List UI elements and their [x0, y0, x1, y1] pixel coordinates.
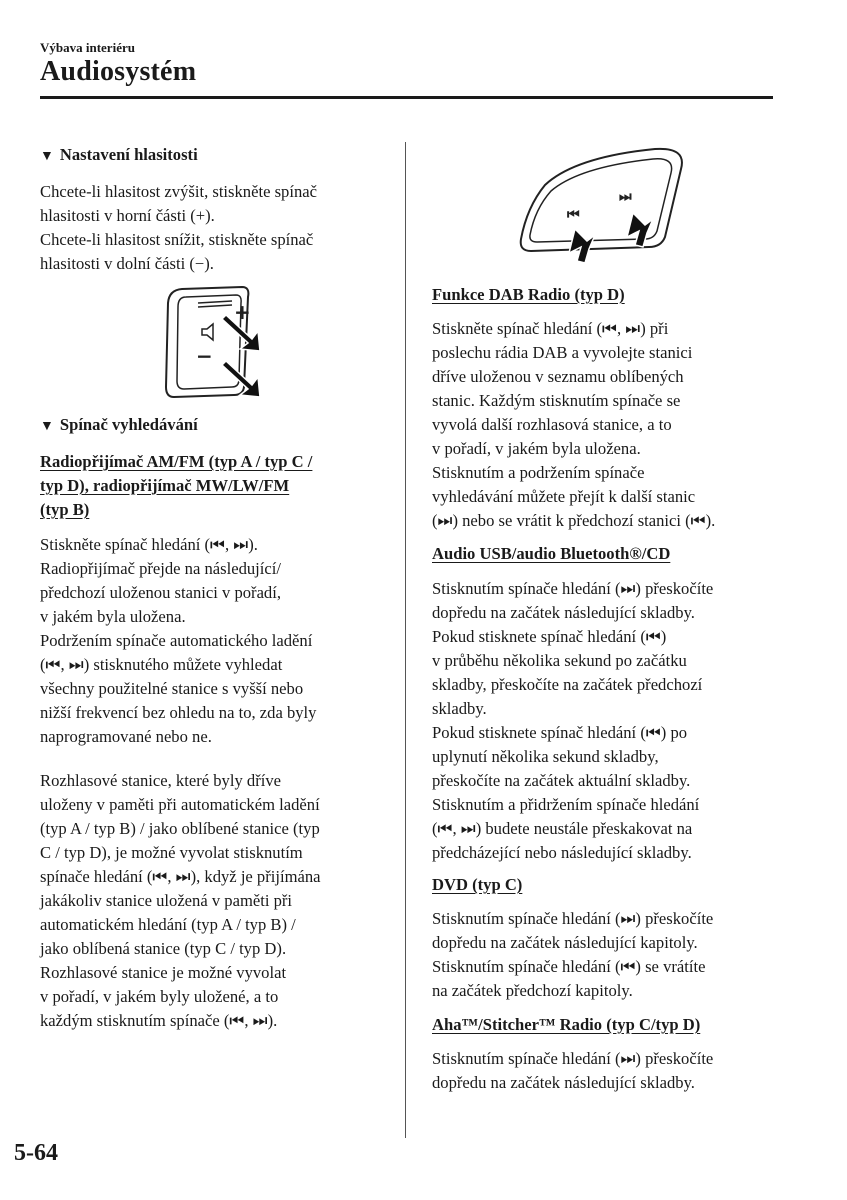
- dab-subheading: Funkce DAB Radio (typ D): [432, 285, 625, 304]
- radio-text-1: Stiskněte spínač hledání (⏮, ⏭). Radiopřijímač přejde na následující/ předchozí uloženou stanici v pořadí, v jakém byla uložena. Podržením spínače automatického ladění (⏮, ⏭) stisknutého můžete vyhledat všechny použitelné stanice s vyšší nebo nižší frekvencí bez ohledu na to, zda byly naprogramované nebo ne.: [40, 535, 317, 746]
- page-number: 5-64: [14, 1140, 58, 1166]
- section-label: Výbava interiéru: [40, 40, 135, 55]
- usb-text: Stisknutím spínače hledání (⏭) přeskočíte dopředu na začátek následující skladby. Pokud stisknete spínač hledání (⏮) v průběhu několika sekund po začátku skladby, přeskočíte na začátek předchozí skladby. Pokud stisknete spínač hledání (⏮) po uplynutí několika sekund skladby, přeskočíte na začátek aktuální skladby. Stisknutím a přidržením spínače hledání (⏮, ⏭) budete neustále přeskakovat na předcházející nebo následující skladby.: [432, 579, 714, 862]
- usb-subheading: Audio USB/audio Bluetooth®/CD: [432, 544, 671, 563]
- column-divider: [405, 142, 406, 1138]
- svg-text:+: +: [234, 300, 251, 324]
- volume-text: Chcete-li hlasitost zvýšit, stiskněte spínač hlasitosti v horní části (+). Chcete-li hlasitost snížit, stiskněte spínač hlasitosti v dolní části (−).: [40, 182, 317, 273]
- svg-text:⏮: ⏮: [567, 207, 580, 223]
- triangle-bullet-icon: ▼: [40, 419, 54, 434]
- volume-heading: ▼ Nastavení hlasitosti: [40, 143, 385, 169]
- aha-text: Stisknutím spínače hledání (⏭) přeskočíte dopředu na začátek následující skladby.: [432, 1049, 714, 1092]
- page-title: Audiosystém: [40, 56, 197, 87]
- search-heading: ▼ Spínač vyhledávání: [40, 413, 385, 439]
- radio-text-2: Rozhlasové stanice, které byly dříve uloženy v paměti při automatickém ladění (typ A / typ B) / jako oblíbené stanice (typ C / typ D), je možné vyvolat stisknutím spínače hledání (⏮, ⏭), když je přijímána jakákoliv stanice uložená v paměti při automatickém hledání (typ A / typ B) / jako oblíbená stanice (typ C / typ D). Rozhlasové stanice je možné vyvolat v pořadí, v jakém byly uložené, a to každým stisknutím spínače (⏮, ⏭).: [40, 771, 321, 1030]
- seek-switch-illustration: [515, 145, 695, 267]
- triangle-bullet-icon: ▼: [40, 149, 54, 164]
- dvd-subheading: DVD (typ C): [432, 875, 523, 894]
- dvd-text: Stisknutím spínače hledání (⏭) přeskočíte dopředu na začátek následující kapitoly. Stisknutím spínače hledání (⏮) se vrátíte na začátek předchozí kapitoly.: [432, 909, 714, 1000]
- volume-switch-illustration: [160, 283, 270, 401]
- radio-subheading: Radiopřijímač AM/FM (typ A / typ C / typ D), radiopřijímač MW/LW/FM (typ B): [40, 452, 313, 519]
- aha-subheading: Aha™/Stitcher™ Radio (typ C/typ D): [432, 1015, 701, 1034]
- dab-text: Stiskněte spínač hledání (⏮, ⏭) při poslechu rádia DAB a vyvolejte stanici dříve uloženou v seznamu oblíbených stanic. Každým stisknutím spínače se vyvolá další rozhlasová stanice, a to v pořadí, v jakém byla uložena. Stisknutím a podržením spínače vyhledávání můžete přejít k další stanic (⏭) nebo se vrátit k předchozí stanici (⏮).: [432, 319, 716, 530]
- svg-text:⏭: ⏭: [619, 189, 632, 205]
- svg-text:−: −: [196, 344, 213, 368]
- header-divider: [40, 96, 773, 99]
